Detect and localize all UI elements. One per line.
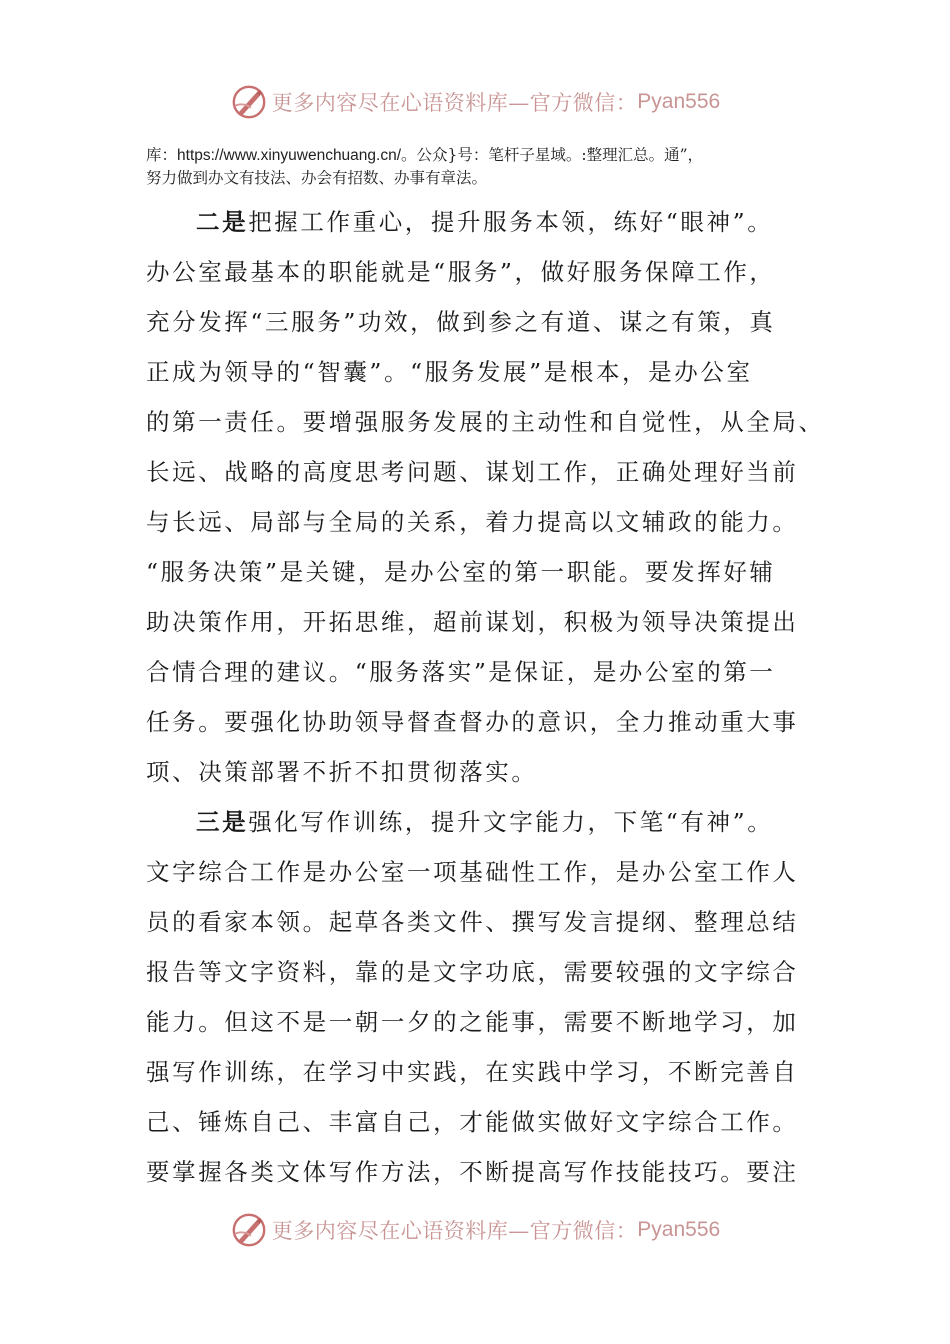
banner-wechat-id: Pyan556 <box>637 1218 721 1241</box>
paragraph-2-lead: 三是 <box>196 808 249 836</box>
header-watermark-banner <box>0 82 950 122</box>
text-line: 项、决策部署不折不扣贯彻落实。 <box>146 758 538 786</box>
banner-text: 更多内容尽在心语资料库—官方微信： <box>271 1219 638 1243</box>
document-body <box>146 197 825 1197</box>
text-line: 正成为领导的“智囊”。“服务发展”是根本，是办公室 <box>146 358 753 386</box>
text-line: 员的看家本领。起草各类文件、撰写发言提纲、整理总结 <box>146 908 799 936</box>
banner-wechat-id: Pyan556 <box>637 90 721 113</box>
paragraph-1-first-line: 二是把握工作重心，提升服务本领，练好“眼神”。 <box>196 208 774 236</box>
source-note-line-1: 库：https://www.xinyuwenchuang.cn/。公众}号：笔杆子星域。:整理汇总。通”， <box>146 146 704 164</box>
text-line: 与长远、局部与全局的关系，着力提高以文辅政的能力。 <box>146 508 799 536</box>
text-line: 文字综合工作是办公室一项基础性工作，是办公室工作人 <box>146 858 799 886</box>
source-note-line-2: 努力做到办文有技法、办会有招数、办事有章法。 <box>146 169 488 187</box>
paragraph-2-first-line: 三是强化写作训练，提升文字能力，下笔“有神”。 <box>196 808 774 836</box>
text-line: 办公室最基本的职能就是“服务”，做好服务保障工作， <box>146 258 776 286</box>
text-line: 报告等文字资料，靠的是文字功底，需要较强的文字综合 <box>146 958 799 986</box>
text-line: 的第一责任。要增强服务发展的主动性和自觉性，从全局、 <box>146 408 825 436</box>
text-line: 任务。要强化协助领导督查督办的意识，全力推动重大事 <box>146 708 799 736</box>
paragraph-1-lead: 二是 <box>196 208 249 236</box>
source-url: https://www.xinyuwenchuang.cn/ <box>177 147 402 164</box>
text-line: 要掌握各类文体写作方法，不断提高写作技能技巧。要注 <box>146 1158 799 1186</box>
pen-circle-logo-icon <box>230 83 268 121</box>
text-line: 强写作训练，在学习中实践，在实践中学习，不断完善自 <box>146 1058 799 1086</box>
text-line: 充分发挥“三服务”功效，做到参之有道、谋之有策，真 <box>146 308 776 336</box>
text-line: 能力。但这不是一朝一夕的之能事，需要不断地学习，加 <box>146 1008 799 1036</box>
source-note <box>146 144 826 190</box>
text-line: “服务决策”是关键，是办公室的第一职能。要发挥好辅 <box>146 558 776 586</box>
pen-circle-logo-icon <box>230 1211 268 1249</box>
text-line: 合情合理的建议。“服务落实”是保证，是办公室的第一 <box>146 658 776 686</box>
text-line: 助决策作用，开拓思维，超前谋划，积极为领导决策提出 <box>146 608 799 636</box>
footer-watermark-banner <box>0 1210 950 1250</box>
text-line: 己、锤炼自己、丰富自己，才能做实做好文字综合工作。 <box>146 1108 799 1136</box>
banner-text: 更多内容尽在心语资料库—官方微信： <box>271 91 638 115</box>
text-line: 长远、战略的高度思考问题、谋划工作，正确处理好当前 <box>146 458 799 486</box>
